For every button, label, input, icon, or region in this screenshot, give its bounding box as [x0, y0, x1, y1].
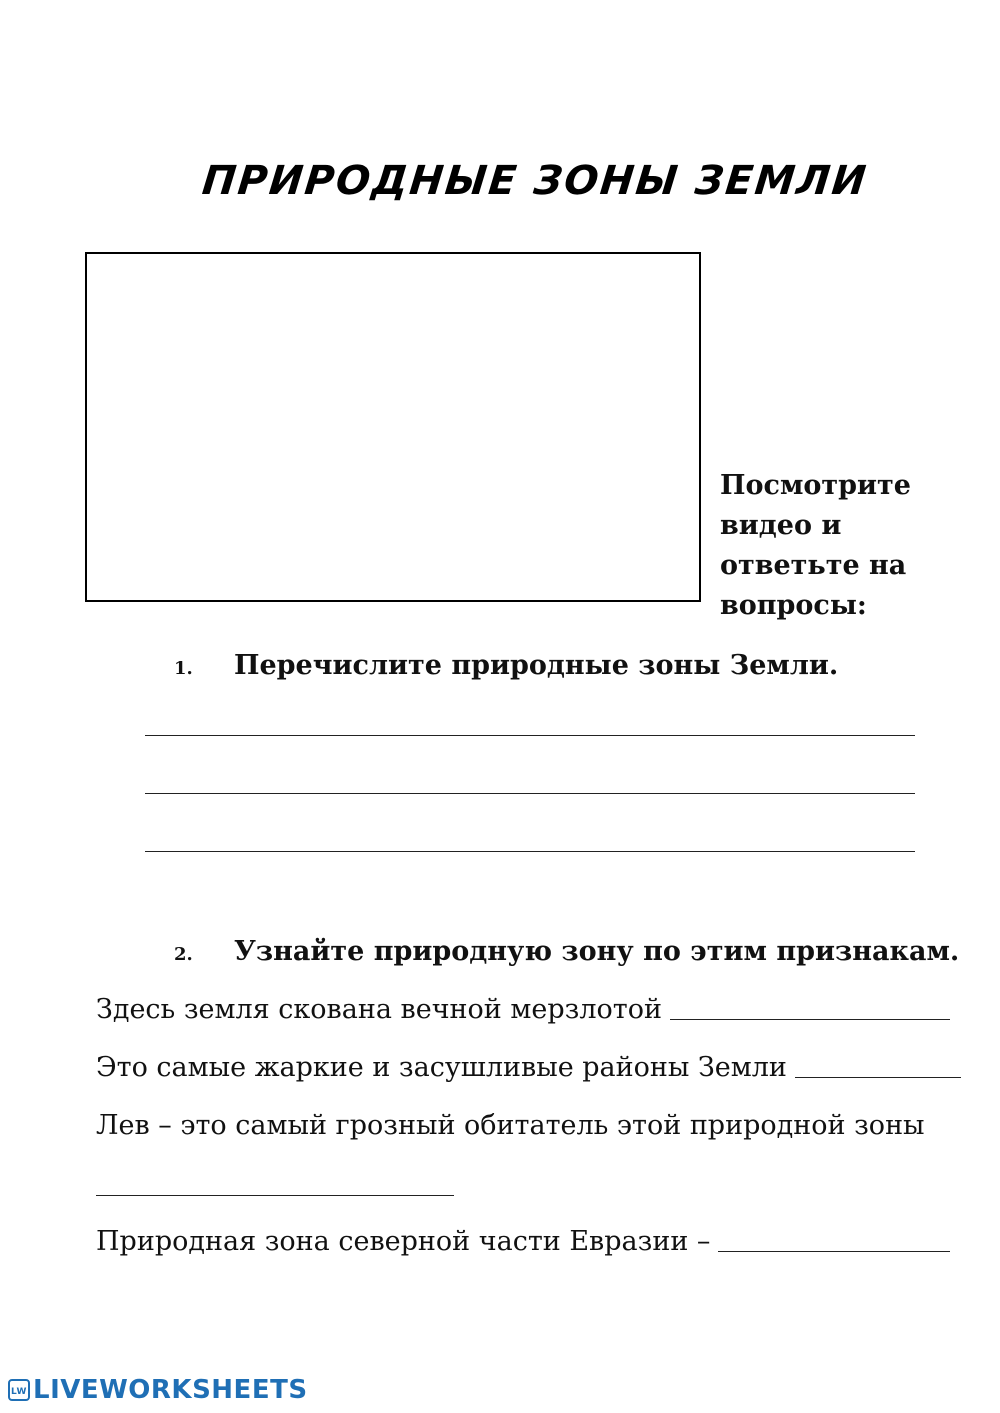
statement-4-text: Природная зона северной части Евразии –: [96, 1226, 711, 1257]
answer-line-3[interactable]: [145, 851, 915, 852]
statement-1-text: Здесь земля скована вечной мерзлотой: [96, 994, 662, 1025]
question-1-text: Перечислите природные зоны Земли.: [234, 650, 839, 681]
statement-4-blank[interactable]: [718, 1251, 950, 1252]
footer-brand-text: LIVEWORKSHEETS: [33, 1375, 308, 1405]
question-2: [174, 936, 959, 967]
video-frame[interactable]: [85, 252, 701, 602]
answer-line-2[interactable]: [145, 793, 915, 794]
question-1-number: 1.: [174, 658, 193, 679]
question-2-number: 2.: [174, 944, 193, 965]
statement-2-blank[interactable]: [795, 1077, 961, 1078]
instruction-text: Посмотрите видео и ответьте на вопросы:: [720, 470, 911, 621]
question-1: [174, 650, 838, 681]
answer-line-1[interactable]: [145, 735, 915, 736]
statement-2: [96, 1052, 961, 1083]
liveworksheets-logo-icon: [8, 1379, 30, 1401]
footer-brand[interactable]: [8, 1375, 308, 1405]
statement-1: [96, 994, 950, 1025]
statement-1-blank[interactable]: [670, 1019, 950, 1020]
statement-4: [96, 1226, 950, 1257]
svg-text:LW: LW: [11, 1387, 27, 1397]
question-2-text: Узнайте природную зону по этим признакам.: [234, 936, 960, 967]
worksheet-title: ПРИРОДНЫЕ ЗОНЫ ЗЕМЛИ: [200, 158, 870, 204]
statement-3-text: Лев – это самый грозный обитатель этой природной зоны: [96, 1110, 925, 1141]
statement-3-blank[interactable]: [96, 1195, 454, 1196]
statement-3: [96, 1110, 925, 1141]
statement-2-text: Это самые жаркие и засушливые районы Земли: [96, 1052, 787, 1083]
